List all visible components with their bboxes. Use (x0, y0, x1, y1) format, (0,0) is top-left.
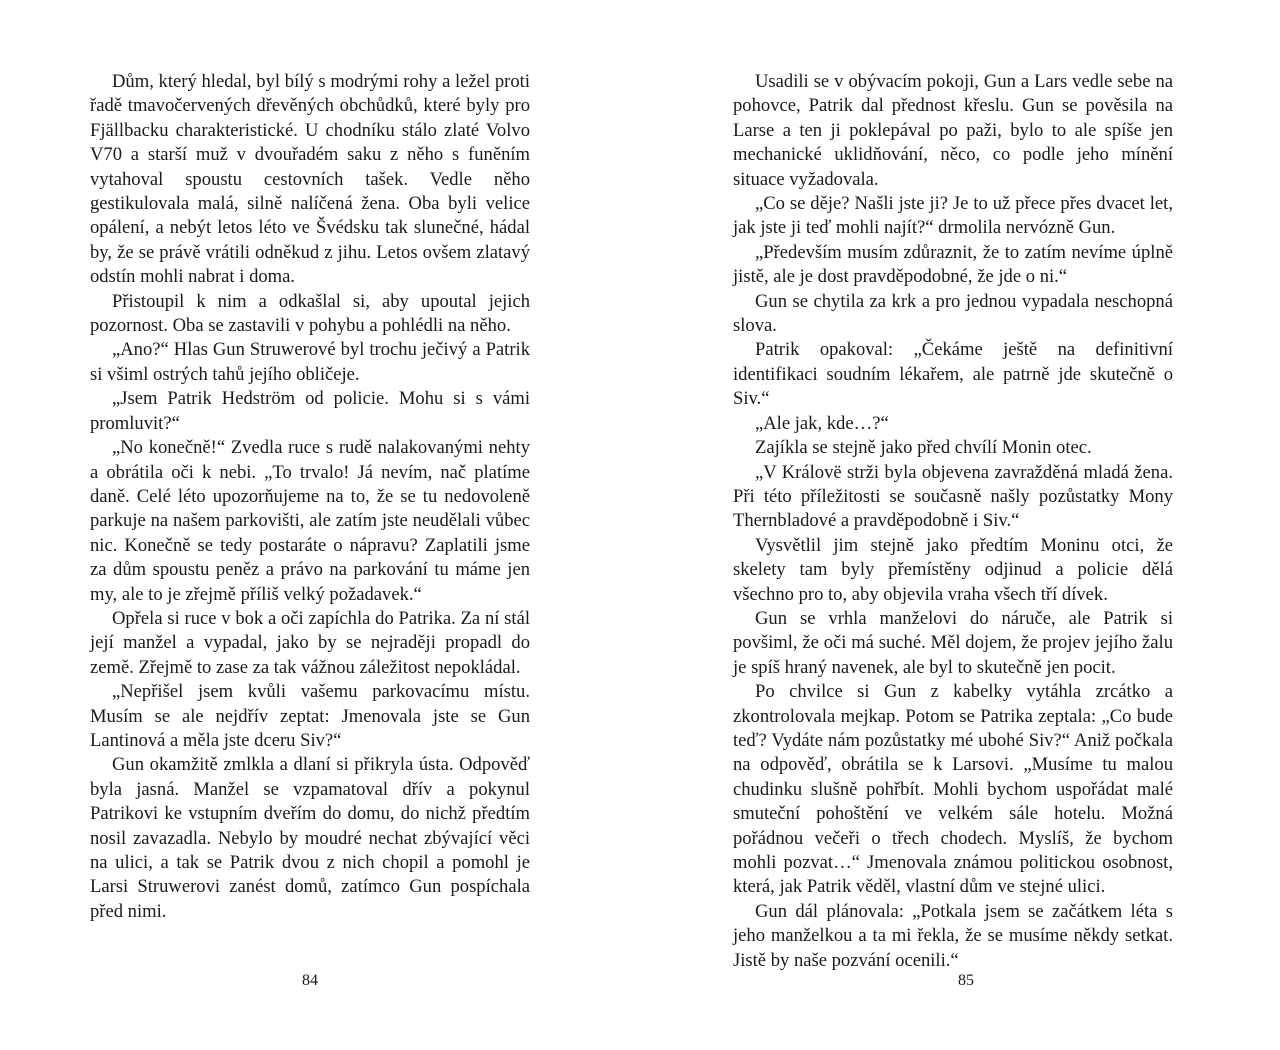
paragraph: Přistoupil k nim a odkašlal si, aby upoutal jejich pozornost. Oba se zastavili v pohybu a pohlédli na něho. (90, 290, 530, 337)
paragraph: „No konečně!“ Zvedla ruce s rudě nalakovanými nehty a obrátila oči k nebi. „To trvalo! Já nevím, nač platíme daně. Celé léto upozorňujeme na to, že se tu nedovoleně parkuje na našem parkovišti, ale zatím jste neudělali vůbec nic. Konečně se tedy postaráte o nápravu? Zaplatili jsme za dům spoustu peněz a právo na parkování tu máme jen my, ale to je zřejmě příliš velký požadavek.“ (90, 437, 530, 605)
paragraph: Dům, který hledal, byl bílý s modrými rohy a ležel proti řadě tmavočervených dřevěných obchůdků, které byly pro Fjällbacku charakteristické. U chodníku stálo zlaté Volvo V70 a starší muž v dvouřadém saku z něho s funěním vytahoval spoustu cestovních tašek. Vedle něho gestikulovala malá, silně nalíčená žena. Oba byli velice opálení, a nebýt letos léto ve Švédsku tak slunečné, hádal by, že se právě vrátili odněkud z jihu. Letos ovšem zlatavý odstín mohli nabrat i doma. (90, 71, 530, 288)
paragraph: Po chvilce si Gun z kabelky vytáhla zrcátko a zkontrolovala mejkap. Potom se Patrika zeptala: „Co bude teď? Vydáte nám pozůstatky mé ubohé Siv?“ Aniž počkala na odpověď, obrátila se k Larsovi. „Musíme tu malou chudinku slušně pohřbít. Mohli bychom uspořádat malé smuteční pohoštění ve velkém sále hotelu. Možná pořádnou večeři o třech chodech. Myslíš, že bychom mohli pozvat…“ Jmenovala známou politickou osobnost, která, jak Patrik věděl, vlastní dům ve stejné ulici. (733, 681, 1173, 898)
paragraph: „V Královë strži byla objevena zavražděná mladá žena. Při této příležitosti se současně našly pozůstatky Mony Thernbladové a pravděpodobně i Siv.“ (733, 461, 1173, 532)
paragraph: „Především musím zdůraznit, že to zatím nevíme úplně jistě, ale je dost pravděpodobné, že jde o ni.“ (733, 241, 1173, 288)
paragraph: Vysvětlil jim stejně jako předtím Moninu otci, že skelety tam byly přemístěny odjinud a policie dělá všechno pro to, aby objevila vraha všech tří dívek. (733, 534, 1173, 605)
left-page-text (90, 70, 530, 924)
paragraph: Gun okamžitě zmlkla a dlaní si přikryla ústa. Odpověď byla jasná. Manžel se vzpamatoval dřív a pokynul Patrikovi ke vstupním dveřím do domu, do nichž předtím nosil zavazadla. Nebylo by moudré nechat zbývající věci na ulici, a tak se Patrik dvou z nich chopil a pomohl je Larsi Struwerovi zanést domů, zatímco Gun pospíchala před nimi. (90, 754, 530, 922)
paragraph: „Ale jak, kde…?“ (755, 412, 889, 434)
page-number-left: 84 (302, 972, 318, 989)
paragraph: Gun se vrhla manželovi do náruče, ale Patrik si povšiml, že oči má suché. Měl dojem, že projev jejího žalu je spíš hraný navenek, ale byl to skutečně jen pocit. (733, 607, 1173, 678)
paragraph: „Ano?“ Hlas Gun Struwerové byl trochu ječivý a Patrik si všiml ostrých tahů jejího obličeje. (90, 339, 530, 385)
paragraph: Zajíkla se stejně jako před chvílí Monin otec. (755, 437, 1092, 459)
paragraph: Patrik opakoval: „Čekáme ještě na definitivní identifikaci soudním lékařem, ale patrně jde skutečně o Siv.“ (733, 339, 1173, 410)
paragraph: Usadili se v obývacím pokoji, Gun a Lars vedle sebe na pohovce, Patrik dal přednost křeslu. Gun se pověsila na Larse a ten ji poklepával po paži, bylo to ale spíše jen mechanické uklidňování, něco, co podle jeho mínění situace vyžadovala. (733, 71, 1173, 190)
paragraph: Gun se chytila za krk a pro jednou vypadala neschopná slova. (733, 290, 1173, 337)
paragraph: „Nepřišel jsem kvůli vašemu parkovacímu místu. Musím se ale nejdřív zeptat: Jmenovala jste se Gun Lantinová a měla jste dceru Siv?“ (90, 681, 530, 751)
paragraph: „Co se děje? Našli jste ji? Je to už přece přes dvacet let, jak jste ji teď mohli najít?“ drmolila nervózně Gun. (733, 193, 1173, 239)
paragraph: Opřela si ruce v bok a oči zapíchla do Patrika. Za ní stál její manžel a vypadal, jako by se nejraději propadl do země. Zřejmě to zase za tak vážnou záležitost nepokládal. (90, 607, 530, 678)
paragraph: „Jsem Patrik Hedström od policie. Mohu si s vámi promluvit?“ (90, 388, 530, 434)
right-page-text (733, 70, 1173, 973)
paragraph: Gun dál plánovala: „Potkala jsem se začátkem léta s jeho manželkou a ta mi řekla, že se musíme někdy setkat. Jistě by naše pozvání ocenili.“ (733, 900, 1173, 971)
page-number-right: 85 (958, 972, 974, 989)
